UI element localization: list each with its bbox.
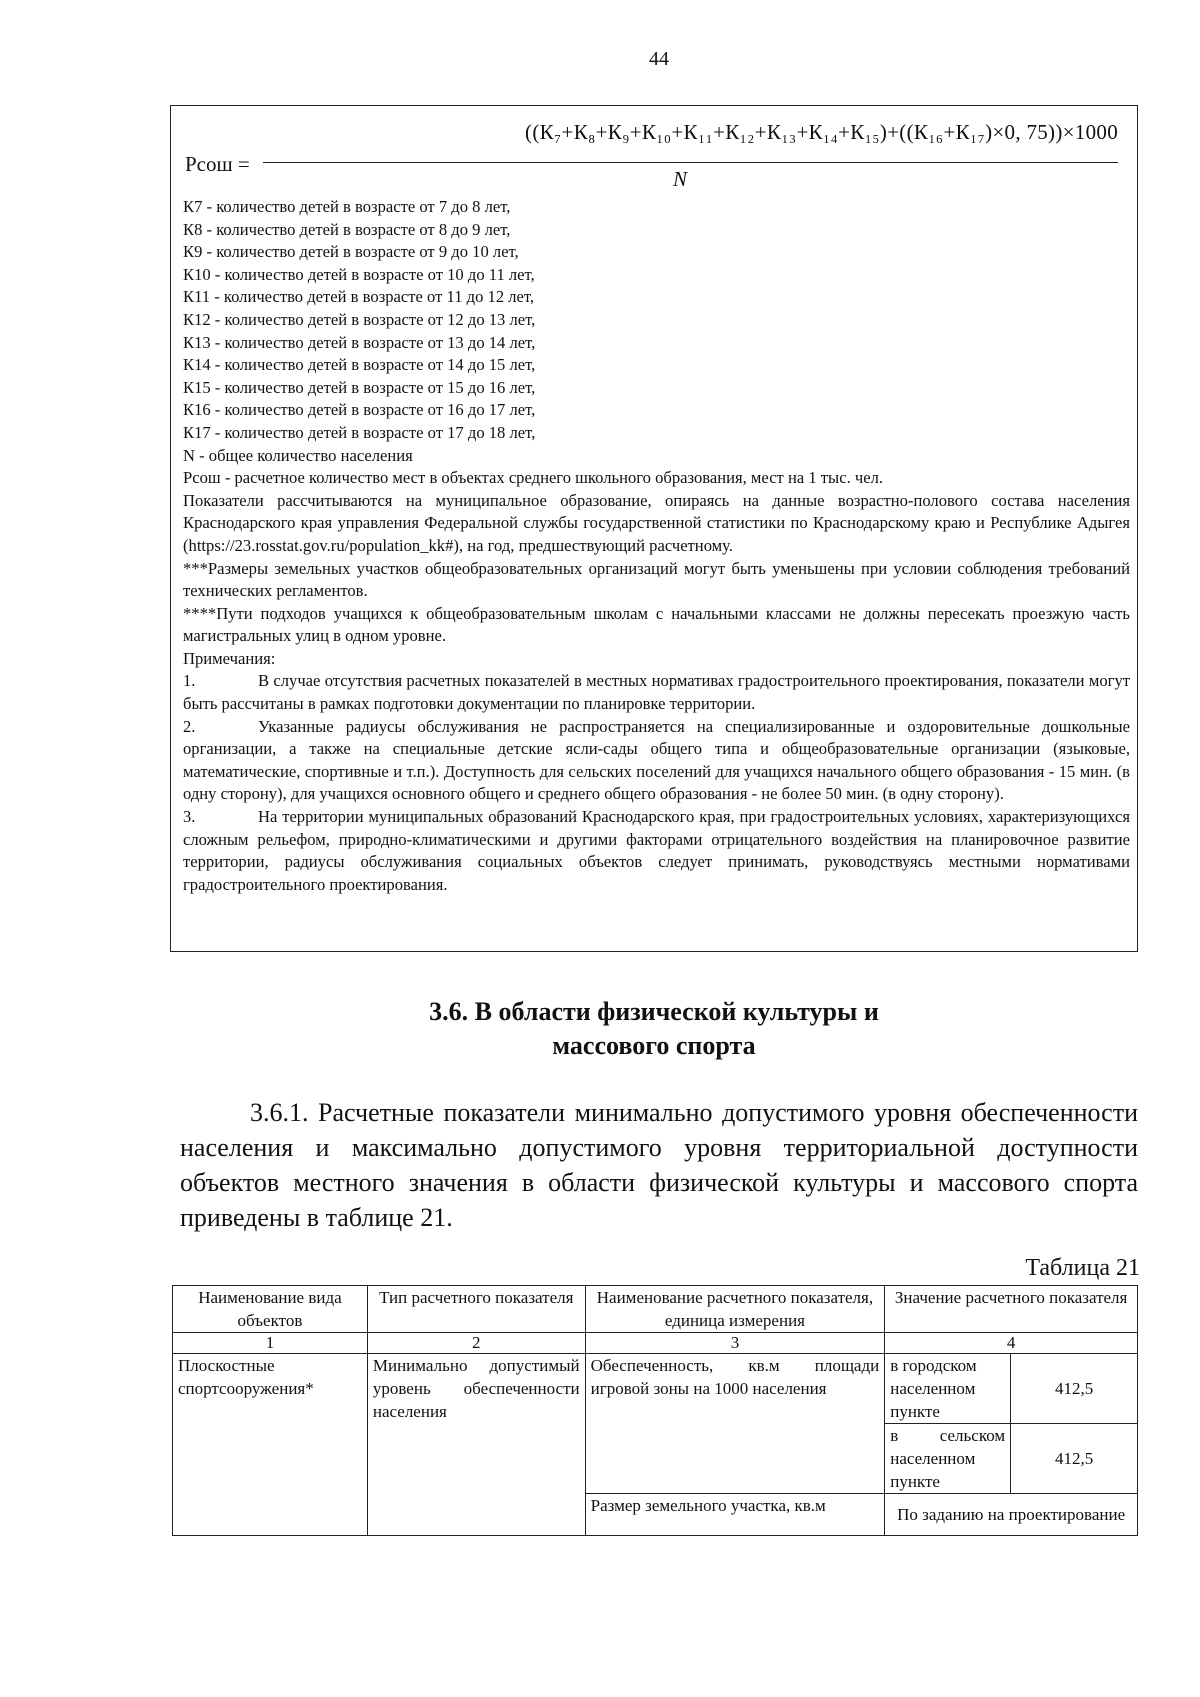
definition-k14: К14 - количество детей в возрасте от 14 до 15 лет, — [183, 355, 536, 375]
footnote-land-size: ***Размеры земельных участков общеобразовательных организаций могут быть уменьшены при условии соблюдения требований технических регламентов. — [183, 558, 1130, 601]
page-number: 44 — [649, 48, 669, 70]
note-item — [183, 806, 1130, 896]
table-caption: Таблица 21 — [1025, 1255, 1140, 1281]
note-text: На территории муниципальных образований Краснодарского края, при градостроительных условиях, характеризующихся сложным рельефом, природно-климатическими и другими факторами отрицательного воздействия на планировочное развитие территории, радиусы обслуживания социальных объектов следует принимать, руководствуясь местными нормативами градостроительного проектирования. — [183, 807, 1130, 894]
section-title — [170, 995, 1138, 1063]
notes-heading: Примечания: — [183, 648, 276, 668]
formula-denominator: N — [673, 167, 688, 191]
indicator-1-cell: Обеспеченность, кв.м площади игровой зоны на 1000 населения — [585, 1354, 885, 1494]
definition-k10: К10 - количество детей в возрасте от 10 до 11 лет, — [183, 264, 535, 284]
formula-lhs: Рсош = — [185, 152, 250, 176]
header-indicator-name: Наименование расчетного показателя, единица измерения — [585, 1286, 885, 1333]
header-indicator-type: Тип расчетного показателя — [367, 1286, 585, 1333]
note-item — [183, 716, 1130, 806]
note-number: 1. — [183, 671, 196, 691]
definition-k17: К17 - количество детей в возрасте от 17 до 18 лет, — [183, 422, 536, 442]
formula — [185, 114, 1125, 194]
body-paragraph: 3.6.1. Расчетные показатели минимально допустимого уровня обеспеченности населения и максимально допустимого уровня территориальной доступности объектов местного значения в области физической культуры и массового спорта приведены в таблице 21. — [180, 1098, 1138, 1232]
definition-k13: К13 - количество детей в возрасте от 13 до 14 лет, — [183, 332, 536, 352]
column-number: 1 — [173, 1333, 368, 1354]
definition-k11: К11 - количество детей в возрасте от 11 до 12 лет, — [183, 287, 535, 307]
definition-k8: К8 - количество детей в возрасте от 8 до 9 лет, — [183, 219, 511, 239]
table-header-row — [173, 1286, 1138, 1333]
section-title-line-2: массового спорта — [552, 1031, 756, 1060]
note-text: В случае отсутствия расчетных показателей в местных нормативах градостроительного проектирования, показатели могут быть рассчитаны в рамках подготовки документации по планировке территории. — [183, 671, 1130, 714]
table-row — [173, 1354, 1138, 1424]
formula-numerator: ((К₇+К₈+К₉+К₁₀+К₁₁+К₁₂+К₁₃+К₁₄+К₁₅)+((К₁₆+К₁₇)×0, 75))×1000 — [525, 120, 1118, 144]
table-number-row — [173, 1333, 1138, 1354]
header-object-name: Наименование вида объектов — [173, 1286, 368, 1333]
indicator-type-cell: Минимально допустимый уровень обеспеченности населения — [367, 1354, 585, 1536]
definition-rsosh: Рсош - расчетное количество мест в объектах среднего школьного образования, мест на 1 тыс. чел. — [183, 468, 883, 488]
note-number: 2. — [183, 716, 196, 736]
urban-label-cell: в городском населенном пункте — [885, 1354, 1011, 1424]
urban-value-cell: 412,5 — [1011, 1354, 1138, 1424]
definition-k9: К9 - количество детей в возрасте от 9 до 10 лет, — [183, 242, 519, 262]
fraction-bar — [263, 162, 1118, 163]
rural-value-cell: 412,5 — [1011, 1424, 1138, 1494]
definition-k7: К7 - количество детей в возрасте от 7 до 8 лет, — [183, 197, 511, 216]
indicators-text: Показатели рассчитываются на муниципальное образование, опираясь на данные возрастно-полового состава населения Краснодарского края управления Федеральной службы государственной статистики по Краснодарскому краю и Республике Адыгея (https://23.rosstat.gov.ru/population_kk#), на год, предшествующий расчетному. — [183, 490, 1130, 555]
definition-k12: К12 - количество детей в возрасте от 12 до 13 лет, — [183, 309, 536, 329]
footnote-paths: ****Пути подходов учащихся к общеобразовательным школам с начальными классами не должны пересекать проезжую часть магистральных улиц в одном уровне. — [183, 603, 1130, 646]
box-text — [183, 196, 1130, 896]
column-number: 2 — [367, 1333, 585, 1354]
definition-k16: К16 - количество детей в возрасте от 16 до 17 лет, — [183, 400, 536, 420]
object-name-cell: Плоскостные спортсооружения* — [173, 1354, 368, 1536]
note-number: 3. — [183, 807, 196, 827]
note-item — [183, 670, 1130, 715]
section-title-line-1: 3.6. В области физической культуры и — [429, 997, 879, 1026]
rural-label-cell: в сельском населенном пункте — [885, 1424, 1011, 1494]
note-text: Указанные радиусы обслуживания не распространяется на специализированные и оздоровительные дошкольные организации, а также на специальные детские ясли-сады общего типа и общеобразовательные организации (языковые, математические, спортивные и т.п.). Доступность для сельских поселений для учащихся начального общего образования - 15 мин. (в одну сторону), для учащихся основного общего и среднего общего образования - не более 50 мин. (в одну сторону). — [183, 716, 1130, 804]
header-indicator-value: Значение расчетного показателя — [885, 1286, 1138, 1333]
column-number: 3 — [585, 1333, 885, 1354]
indicator-2-cell: Размер земельного участка, кв.м — [585, 1494, 885, 1536]
definition-k15: К15 - количество детей в возрасте от 15 до 16 лет, — [183, 377, 536, 397]
formula-notes-box — [170, 105, 1138, 952]
table-21 — [172, 1285, 1138, 1536]
indicator-2-value-cell: По заданию на проектирование — [885, 1494, 1138, 1536]
column-number: 4 — [885, 1333, 1138, 1354]
definition-n: N - общее количество населения — [183, 445, 413, 465]
